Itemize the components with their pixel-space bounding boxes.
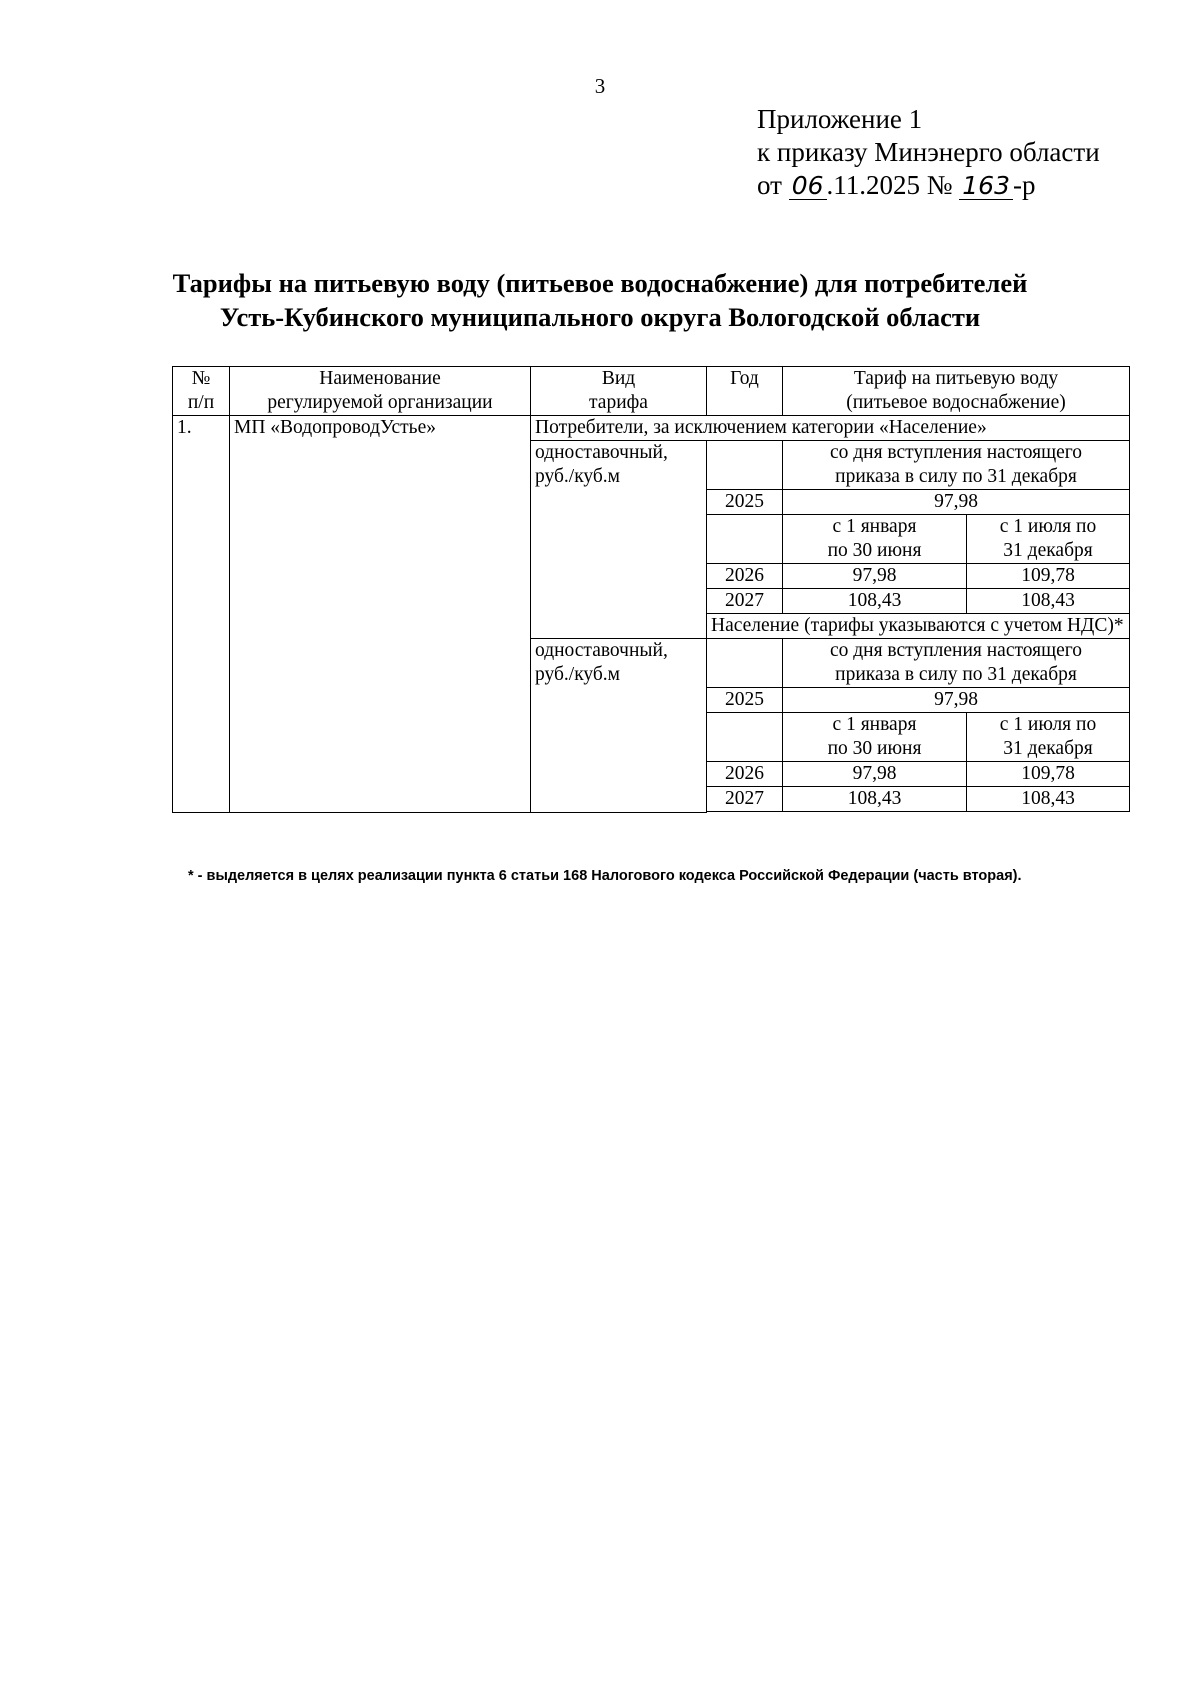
appendix-block xyxy=(757,103,1100,202)
value-2027-second-half: 108,43 xyxy=(967,589,1130,614)
value-2026-first-half: 97,98 xyxy=(783,564,967,589)
header-number: № п/п xyxy=(173,367,230,416)
header-tariff: Тариф на питьевую воду (питьевое водоснабжение) xyxy=(783,367,1130,416)
header-organization: Наименование регулируемой организации xyxy=(230,367,531,416)
value-2026-second-half: 109,78 xyxy=(967,762,1130,787)
row-number: 1. xyxy=(173,416,230,813)
handwritten-order-number: 163 xyxy=(959,173,1013,200)
tariff-kind: одноставочный, руб./куб.м xyxy=(531,441,707,639)
period-initial: со дня вступления настоящего приказа в силу по 31 декабря xyxy=(783,441,1130,490)
table-header-row xyxy=(173,367,1130,416)
year-2025: 2025 xyxy=(707,490,783,515)
year-cell-empty xyxy=(707,639,783,688)
year-2027: 2027 xyxy=(707,787,783,812)
date-prefix: от xyxy=(757,170,782,200)
appendix-line-2: к приказу Минэнерго области xyxy=(757,137,1100,167)
value-2026-first-half: 97,98 xyxy=(783,762,967,787)
period-second-half: с 1 июля по 31 декабря xyxy=(967,515,1130,564)
filler-cell xyxy=(531,812,1130,813)
organization-name: МП «ВодопроводУстье» xyxy=(230,416,531,813)
value-2025: 97,98 xyxy=(783,688,1130,713)
section-heading-population: Население (тарифы указываются с учетом НДС)* xyxy=(707,614,1130,639)
section-heading-consumers: Потребители, за исключением категории «Население» xyxy=(531,416,1130,441)
footnote: * - выделяется в целях реализации пункта 6 статьи 168 Налогового кодекса Российской Федерации (часть вторая). xyxy=(188,868,1022,884)
appendix-date-line xyxy=(757,169,1100,202)
value-2027-first-half: 108,43 xyxy=(783,589,967,614)
year-2027: 2027 xyxy=(707,589,783,614)
handwritten-day: 06 xyxy=(789,173,827,200)
tariff-kind: одноставочный, руб./куб.м xyxy=(531,639,707,813)
year-2025: 2025 xyxy=(707,688,783,713)
year-2026: 2026 xyxy=(707,564,783,589)
page-number: 3 xyxy=(594,74,606,98)
year-cell-empty xyxy=(707,515,783,564)
tariff-table xyxy=(172,366,1130,813)
table-row xyxy=(173,416,1130,441)
document-title xyxy=(0,266,1200,334)
header-tariff-kind: Вид тарифа xyxy=(531,367,707,416)
year-cell-empty xyxy=(707,713,783,762)
value-2025: 97,98 xyxy=(783,490,1130,515)
period-second-half: с 1 июля по 31 декабря xyxy=(967,713,1130,762)
order-suffix: -р xyxy=(1013,170,1036,200)
value-2027-second-half: 108,43 xyxy=(967,787,1130,812)
title-line-1: Тарифы на питьевую воду (питьевое водоснабжение) для потребителей xyxy=(172,268,1028,298)
period-first-half: с 1 января по 30 июня xyxy=(783,713,967,762)
period-first-half: с 1 января по 30 июня xyxy=(783,515,967,564)
title-line-2: Усть-Кубинского муниципального округа Вологодской области xyxy=(219,302,981,332)
date-rest: .11.2025 № xyxy=(826,170,953,200)
year-2026: 2026 xyxy=(707,762,783,787)
value-2026-second-half: 109,78 xyxy=(967,564,1130,589)
year-cell-empty xyxy=(707,441,783,490)
header-year: Год xyxy=(707,367,783,416)
period-initial: со дня вступления настоящего приказа в силу по 31 декабря xyxy=(783,639,1130,688)
value-2027-first-half: 108,43 xyxy=(783,787,967,812)
appendix-line-1: Приложение 1 xyxy=(757,104,923,134)
